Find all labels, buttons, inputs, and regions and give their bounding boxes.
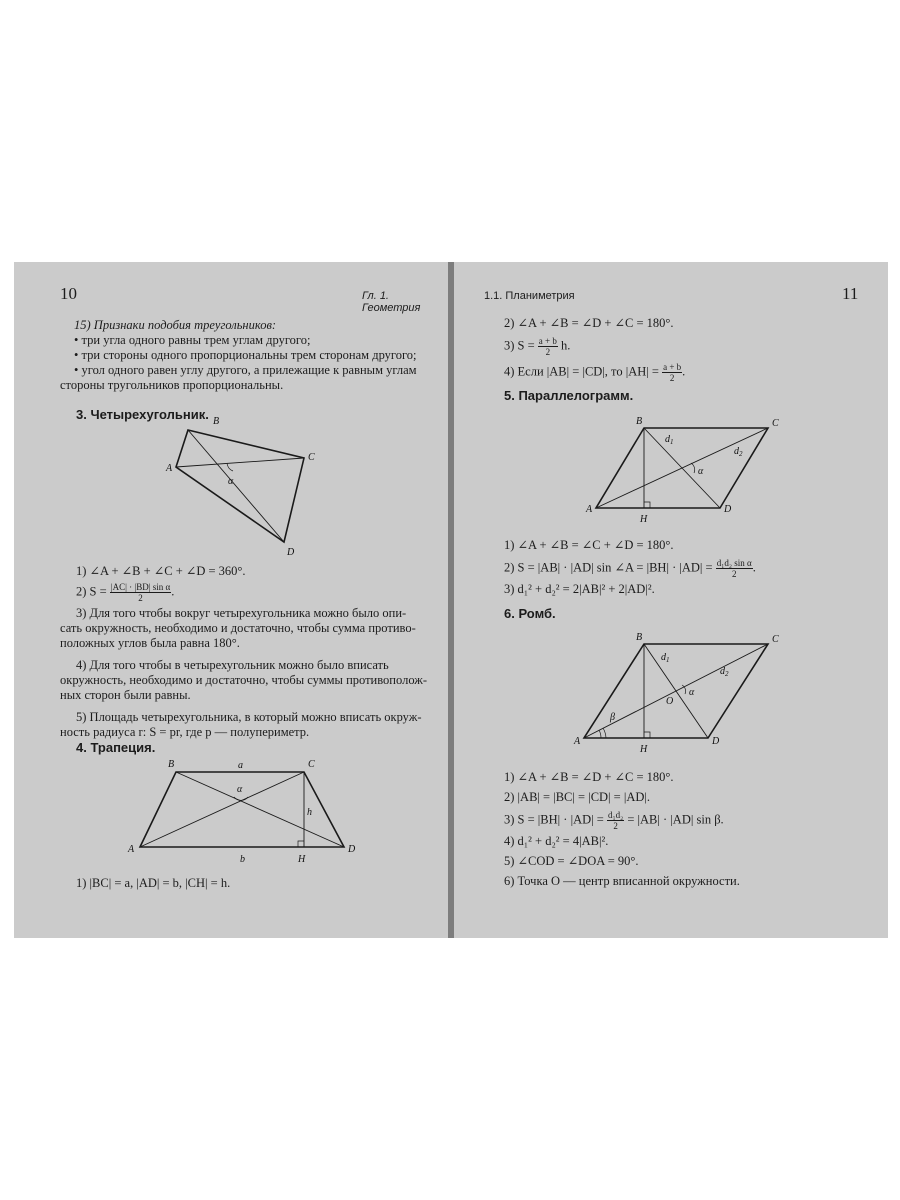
diagonal-label-d2: $d_2$ bbox=[720, 666, 729, 678]
vertex-label-c: C bbox=[308, 759, 315, 770]
angle-arc-beta bbox=[603, 728, 606, 738]
angle-arc-beta-inner bbox=[599, 730, 601, 738]
rhomb-formula-6: 6) Точка O — центр вписанной окружности. bbox=[504, 874, 740, 888]
right-page bbox=[454, 262, 888, 938]
rhomb-formula-4: 4) d₁² + d₂² = 4|AB|². bbox=[504, 834, 609, 848]
center-label-o: O bbox=[666, 696, 674, 707]
right-angle-mark bbox=[644, 732, 650, 738]
bullet-item: • угол одного равен углу другого, а прилежащие к равным углам bbox=[74, 363, 417, 377]
book-spread bbox=[14, 262, 888, 938]
foot-label-h: H bbox=[640, 514, 648, 525]
page-number-right: 11 bbox=[842, 284, 859, 303]
vertex-label-b: B bbox=[636, 416, 643, 427]
vertex-label-a: A bbox=[166, 463, 173, 474]
quad-para-4: ных сторон были равны. bbox=[60, 688, 191, 702]
diagonal-ac bbox=[140, 772, 304, 847]
vertex-label-d: D bbox=[348, 844, 356, 855]
vertex-label-b: B bbox=[168, 759, 175, 770]
page-number-left: 10 bbox=[60, 284, 77, 303]
angle-label-beta: β bbox=[610, 712, 615, 723]
para-formula-3: 3) d₁² + d₂² = 2|AB|² + 2|AD|². bbox=[504, 582, 655, 596]
similarity-title: 15) Признаки подобия треугольников: bbox=[74, 318, 277, 332]
para-formula-1: 1) ∠A + ∠B = ∠C + ∠D = 180°. bbox=[504, 538, 674, 552]
side-label-a: a bbox=[238, 760, 243, 771]
quad-para-3: положных углов была равна 180°. bbox=[60, 636, 240, 650]
rhomb-formula-2: 2) |AB| = |BC| = |CD| = |AD|. bbox=[504, 790, 651, 804]
vertex-label-d: D bbox=[287, 547, 295, 558]
angle-label-alpha: α bbox=[698, 466, 704, 477]
diagonal-label-d1: $d_1$ bbox=[661, 652, 670, 664]
vertex-label-b: B bbox=[636, 632, 643, 643]
heading-trapezoid: 4. Трапеция. bbox=[76, 740, 156, 755]
quad-formula-2: 2) S = $\frac{\text{|AC| · |BD| sin α}}{2}$ . bbox=[76, 582, 175, 603]
angle-label-alpha: α bbox=[689, 687, 695, 698]
angle-label-alpha: α bbox=[228, 476, 234, 487]
trap-formula-4: 4) Если |AB| = |CD|, то |AH| = $\frac{a + b}{2}$ . bbox=[504, 362, 686, 383]
quad-para-4: 4) Для того чтобы в четырехугольник можно было вписать bbox=[76, 658, 389, 672]
quad-para-4: окружность, необходимо и достаточно, чтобы суммы противополож- bbox=[60, 673, 428, 687]
right-angle-mark bbox=[298, 841, 304, 847]
diagonal-d1 bbox=[644, 644, 708, 738]
rhomb-formula-3: 3) S = |BH| · |AD| = $\frac{\text{d₁d₂}}{2}$ = |AB| · |AD| sin β. bbox=[504, 810, 724, 831]
side-label-b: b bbox=[240, 854, 245, 865]
diagonal-label-d2: $d_2$ bbox=[734, 446, 743, 458]
quad-para-5: 5) Площадь четырехугольника, в который можно вписать окруж- bbox=[76, 710, 422, 724]
trap-formula-2: 2) ∠A + ∠B = ∠D + ∠C = 180°. bbox=[504, 316, 674, 330]
trap-formula-3: 3) S = $\frac{a + b}{2}$ h. bbox=[504, 336, 571, 357]
heading-rhombus: 6. Ромб. bbox=[504, 606, 556, 621]
running-head-right: 1.1. Планиметрия bbox=[484, 290, 575, 302]
vertex-label-b: B bbox=[213, 416, 220, 427]
vertex-label-a: A bbox=[586, 504, 593, 515]
quad-para-5: ность радиуса r: S = pr, где p — полупериметр. bbox=[60, 725, 310, 739]
vertex-label-a: A bbox=[128, 844, 135, 855]
vertex-label-c: C bbox=[772, 634, 779, 645]
trap-formula-1: 1) |BC| = a, |AD| = b, |CH| = h. bbox=[76, 876, 231, 890]
angle-arc bbox=[234, 797, 248, 800]
angle-label-alpha: α bbox=[237, 784, 243, 795]
trapezoid-figure bbox=[14, 262, 448, 938]
para-formula-2: 2) S = |AB| · |AD| sin ∠A = |BH| · |AD| = $\frac{\text{d₁d₂ sin α}}{2}$ . bbox=[504, 558, 756, 579]
quad-formula-1: 1) ∠A + ∠B + ∠C + ∠D = 360°. bbox=[76, 564, 246, 578]
foot-label-h: H bbox=[298, 854, 306, 865]
diagonal-label-d1: $d_1$ bbox=[665, 434, 674, 446]
vertex-label-a: A bbox=[574, 736, 581, 747]
quad-para-3: 3) Для того чтобы вокруг четырехугольника можно было опи- bbox=[76, 606, 407, 620]
running-head-left: Гл. 1. Геометрия bbox=[362, 290, 421, 314]
rhomb-formula-1: 1) ∠A + ∠B = ∠D + ∠C = 180°. bbox=[504, 770, 674, 784]
heading-quadrilateral: 3. Четырехугольник. bbox=[76, 407, 209, 422]
vertex-label-c: C bbox=[308, 452, 315, 463]
vertex-label-d: D bbox=[724, 504, 732, 515]
quad-para-3: сать окружность, необходимо и достаточно, чтобы сумма противо- bbox=[60, 621, 416, 635]
bullet-item: • три угла одного равны трем углам другого; bbox=[74, 333, 311, 347]
bullet-continuation: стороны тругольников пропорциональны. bbox=[60, 378, 284, 392]
vertex-label-d: D bbox=[712, 736, 720, 747]
left-page bbox=[14, 262, 448, 938]
height-label-h: h bbox=[307, 807, 312, 818]
diagonal-bd bbox=[176, 772, 344, 847]
foot-label-h: H bbox=[640, 744, 648, 755]
rhomb-formula-5: 5) ∠COD = ∠DOA = 90°. bbox=[504, 854, 639, 868]
vertex-label-c: C bbox=[772, 418, 779, 429]
bullet-item: • три стороны одного пропорциональны трем сторонам другого; bbox=[74, 348, 417, 362]
heading-parallelogram: 5. Параллелограмм. bbox=[504, 388, 634, 403]
